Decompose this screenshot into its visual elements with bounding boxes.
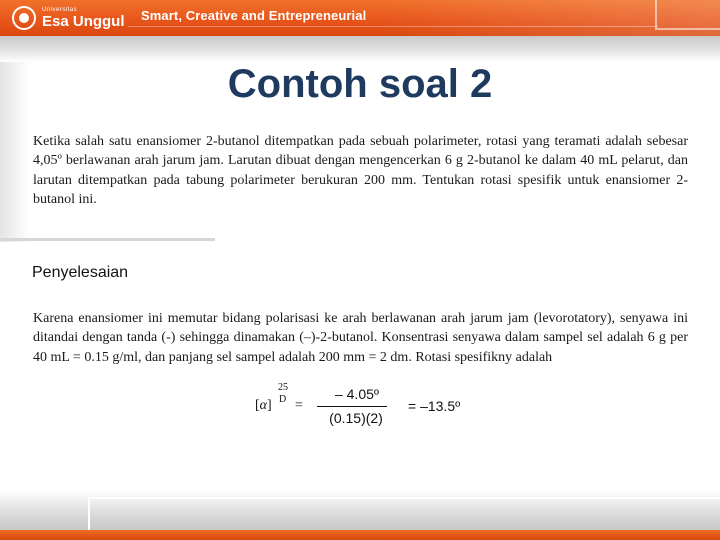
university-logo <box>12 4 125 32</box>
slide-title: Contoh soal 2 <box>227 62 493 106</box>
logo-text <box>42 7 125 29</box>
problem-text: Ketika salah satu enansiomer 2-butanol ditempatkan pada sebuah polarimeter, rotasi yang teramati adalah sebesar 4,05º berlawanan arah jarum jam. Larutan dibuat dengan mengencerkan 6 g 2-butanol ke dalam 40 mL pelarut, dan larutan ditempatkan pada tabung polarimeter berukuran 200 mm. Tentukan rotasi spesifik untuk enansiomer 2-butanol ini. <box>33 134 688 207</box>
formula-fraction-bar <box>317 406 387 407</box>
formula-result: = –13.5º <box>408 398 461 414</box>
formula-denominator: (0.15)(2) <box>329 410 383 426</box>
header-frame-decoration <box>655 0 720 30</box>
logo-small-text: Universitas <box>42 7 78 13</box>
top-grey-band <box>0 36 720 62</box>
logo-name: Esa Unggul <box>42 13 125 30</box>
formula-wavelength-subscript: D <box>279 394 287 405</box>
solution-heading: Penyelesaian <box>32 264 129 281</box>
formula-equals: = <box>295 398 303 413</box>
formula-temperature-superscript: 25 <box>278 382 288 393</box>
footer-frame-decoration <box>88 497 720 530</box>
formula-bracket-close: ] <box>267 398 272 413</box>
footer-orange-band <box>0 530 720 540</box>
formula-lhs <box>255 398 272 414</box>
formula-bracket-open: [ <box>255 398 260 413</box>
header-tagline: Smart, Creative and Entrepreneurial <box>141 8 367 23</box>
header-banner <box>0 0 720 36</box>
formula-numerator: – 4.05º <box>334 386 380 402</box>
formula-alpha: α <box>259 398 268 413</box>
logo-emblem-icon <box>12 6 36 30</box>
solution-text: Karena enansiomer ini memutar bidang polarisasi ke arah berlawanan arah jarum jam (levorotatory), senyawa ini ditandai dengan tanda (-) sehingga dinamakan (–)-2-butanol. Konsentrasi senyawa dalam sampel sel adalah 6 g per 40 mL = 0.15 g/ml, dan panjang sel sampel adalah 200 mm = 2 dm. Rotasi spesifikny adalah <box>33 311 688 365</box>
header-line-decoration <box>128 26 658 36</box>
section-divider <box>0 238 215 241</box>
